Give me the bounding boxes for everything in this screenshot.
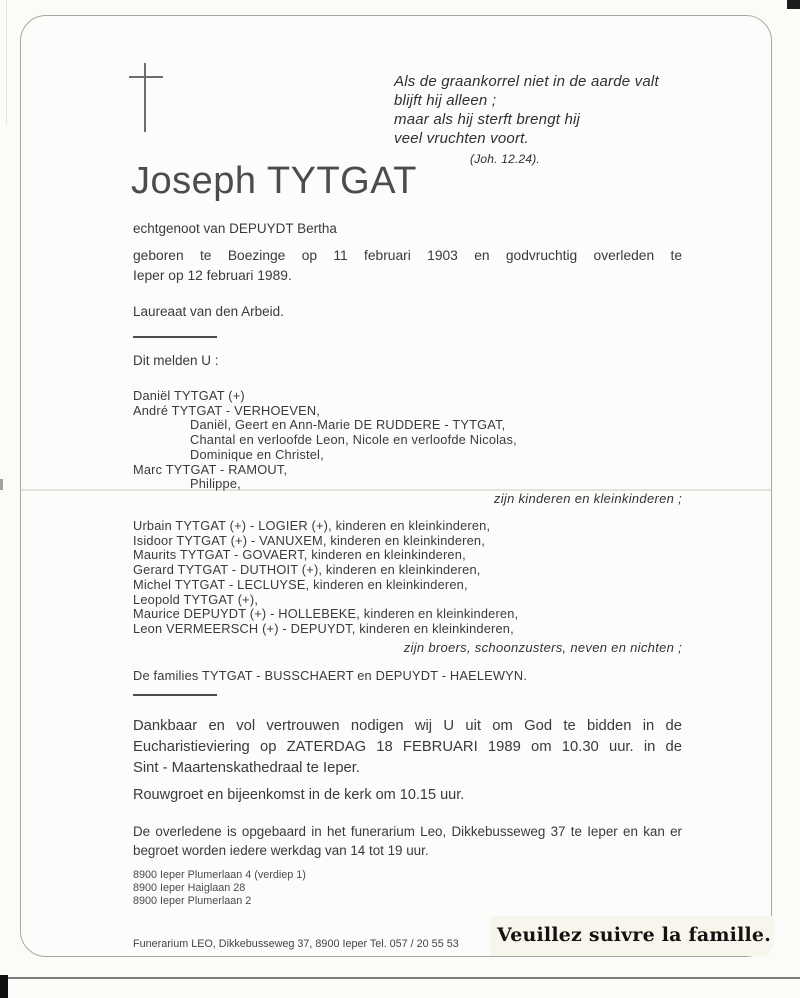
list-item: Maurice DEPUYDT (+) - HOLLEBEKE, kinderen en kleinkinderen, <box>133 606 519 622</box>
scan-artifact-left-tick <box>0 479 3 490</box>
deceased-name: Joseph TYTGAT <box>131 160 417 202</box>
service-invitation-paragraph <box>133 716 682 779</box>
quote-line: blijft hij alleen ; <box>394 92 497 109</box>
list-item: André TYTGAT - VERHOEVEN, <box>133 402 321 418</box>
gathering-line: Rouwgroet en bijeenkomst in de kerk om 10.15 uur. <box>133 787 465 803</box>
scan-artifact-bottom-line <box>8 977 800 979</box>
life-dates-paragraph <box>133 246 682 286</box>
invitation-line: Sint - Maartenskathedraal te Ieper. <box>133 760 361 776</box>
list-item: Urbain TYTGAT (+) - LOGIER (+), kinderen en kleinkinderen, <box>133 518 491 533</box>
siblings-list <box>133 519 693 637</box>
scripture-reference: (Joh. 12.24). <box>470 152 540 166</box>
list-item: Daniël TYTGAT (+) <box>133 388 245 403</box>
scan-artifact-bottom-left <box>0 975 8 998</box>
list-item: Gerard TYTGAT - DUTHOIT (+), kinderen en kleinkinderen, <box>133 562 481 578</box>
scan-artifact-left-edge <box>6 0 7 125</box>
spouse-line: echtgenoot van DEPUYDT Bertha <box>133 221 337 236</box>
children-caption: zijn kinderen en kleinkinderen ; <box>493 491 682 506</box>
children-list <box>133 389 693 492</box>
invitation-line: Dankbaar en vol vertrouwen nodigen wij U uit om God te bidden in de <box>133 718 682 734</box>
visitation-paragraph <box>133 822 682 860</box>
list-item: Leopold TYTGAT (+), <box>133 591 259 607</box>
family-address-list <box>133 869 306 909</box>
life-dates-line: Ieper op 12 februari 1989. <box>133 268 292 283</box>
list-item: Maurits TYTGAT - GOVAERT, kinderen en kleinkinderen, <box>133 547 466 563</box>
quote-line: maar als hij sterft brengt hij <box>394 111 581 128</box>
quote-line: Als de graankorrel niet in de aarde valt <box>394 73 659 90</box>
list-item: Marc TYTGAT - RAMOUT, <box>133 461 288 477</box>
notice-sticker <box>490 916 774 956</box>
announcement-intro: Dit melden U : <box>133 353 219 368</box>
list-item: Chantal en verloofde Leon, Nicole en verloofde Nicolas, <box>190 432 517 448</box>
list-item: Daniël, Geert en Ann-Marie DE RUDDERE - TYTGAT, <box>190 417 506 433</box>
invitation-line: Eucharistieviering op ZATERDAG 18 FEBRUARI 1989 om 10.30 uur. in de <box>133 739 682 755</box>
list-item: Isidoor TYTGAT (+) - VANUXEM, kinderen en kleinkinderen, <box>133 532 485 548</box>
life-dates-line: geboren te Boezinge op 11 februari 1903 en godvruchtig overleden te <box>133 248 682 263</box>
siblings-caption: zijn broers, schoonzusters, neven en nichten ; <box>403 640 682 655</box>
quote-line: veel vruchten voort. <box>394 130 529 147</box>
funeral-home-footer: Funerarium LEO, Dikkebusseweg 37, 8900 Ieper Tel. 057 / 20 55 53 <box>133 938 459 950</box>
address-line: 8900 Ieper Haiglaan 28 <box>133 882 246 895</box>
list-item: Leon VERMEERSCH (+) - DEPUYDT, kinderen en kleinkinderen, <box>133 620 514 636</box>
families-line: De families TYTGAT - BUSSCHAERT en DEPUYDT - HAELEWYN. <box>133 668 528 683</box>
list-item: Philippe, <box>190 476 241 492</box>
address-line: 8900 Ieper Plumerlaan 2 <box>133 895 252 908</box>
divider-rule <box>133 336 217 338</box>
scripture-quote <box>394 72 694 169</box>
divider-rule <box>133 694 217 696</box>
list-item: Michel TYTGAT - LECLUYSE, kinderen en kleinkinderen, <box>133 576 468 592</box>
notice-label: Veuillez suivre la famille. <box>497 924 772 946</box>
visitation-line: De overledene is opgebaard in het funerarium Leo, Dikkebusseweg 37 te Ieper en kan er <box>133 824 682 839</box>
address-line: 8900 Ieper Plumerlaan 4 (verdiep 1) <box>133 869 306 881</box>
honor-line: Laureaat van den Arbeid. <box>133 304 284 319</box>
list-item: Dominique en Christel, <box>190 446 324 462</box>
scan-artifact-top-right <box>787 0 800 9</box>
visitation-line: begroet worden iedere werkdag van 14 tot 19 uur. <box>133 843 429 858</box>
